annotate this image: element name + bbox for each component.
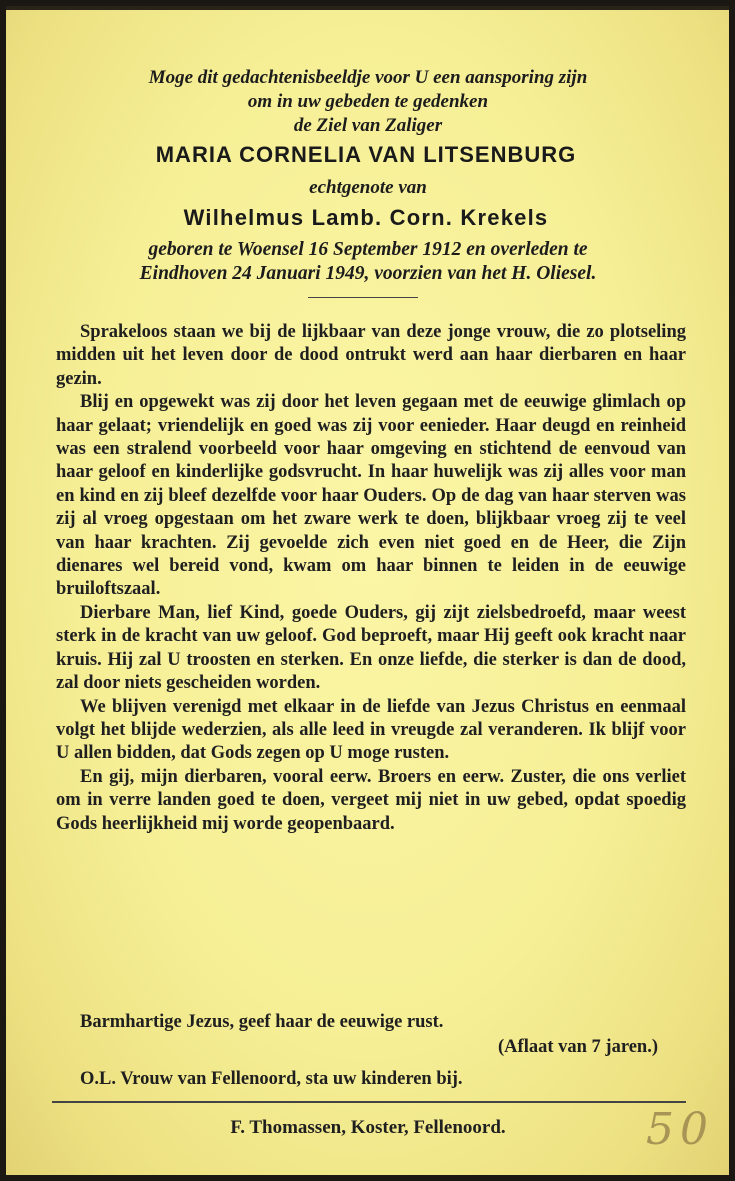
paragraph-2: Blij en opgewekt was zij door het leven gegaan met de eeuwige glimlach op haar gelaat; vriendelijk en goed was zij voor eenieder. Haar deugd en reinheid was een stralend voorbeeld voor haar omgeving en stichtend de eenvoud van haar geloof en kinderlijke godsvrucht. In haar huwelijk was zij alles voor man en kind en zij bleef dezelfde voor haar Ouders. Op de dag van haar sterven was zij al vroeg opgestaan om het zware werk te doen, blijkbaar vroeg zij te veel van haar krachten. Zij gevoelde zich even niet goed en de Heer, die Zijn dienares wel bereid vond, kwam om haar binnen te leiden in de eeuwige bruiloftszaal. [56,392,686,600]
intro-line-3: de Ziel van Zaliger [293,115,443,136]
short-divider [308,297,418,298]
deceased-name: MARIA CORNELIA VAN LITSENBURG [155,142,577,167]
birth-death-line-1: geboren te Woensel 16 September 1912 en overleden te [148,239,588,260]
paragraph-1: Sprakeloos staan we bij de lijkbaar van deze jonge vrouw, die zo plotseling midden uit het leven door de dood ontrukt werd aan haar dierbaren en haar gezin. [56,322,686,389]
intro-line-2: om in uw gebeden te gedenken [247,91,489,112]
top-border [6,6,729,10]
paragraph-3: Dierbare Man, lief Kind, goede Ouders, gij zijt zielsbedroefd, maar weest sterk in de kracht van uw geloof. God beproeft, maar Hij geeft ook kracht naar kruis. Hij zal U troosten en sterken. En onze liefde, die sterker is dan de dood, zal door niets gescheiden worden. [56,602,686,694]
paragraph-4: We blijven verenigd met elkaar in de liefde van Jezus Christus en eenmaal volgt het blijde wederzien, als alle leed in vreugde zal veranderen. Ik blijf voor U allen bidden, dat Gods zegen op U moge rusten. [56,696,686,764]
invocation: O.L. Vrouw van Fellenoord, sta uw kinderen bij. [80,1069,463,1089]
memorial-card [6,6,729,1175]
memorial-text [56,321,686,836]
paragraph-5: En gij, mijn dierbaren, vooral eerw. Broers en eerw. Zuster, die ons verliet om in verre landen goed te doen, vergeet mij niet in uw gebed, opdat spoedig Gods heerlijkheid mij worde geopenbaard. [56,766,686,834]
handwritten-number: 50 [646,1104,714,1155]
spouse-name: Wilhelmus Lamb. Corn. Krekels [183,205,549,230]
indulgence: (Aflaat van 7 jaren.) [498,1037,658,1057]
bottom-divider [52,1101,686,1103]
intro-line-1: Moge dit gedachtenisbeeldje voor U een aansporing zijn [148,67,588,88]
prayer: Barmhartige Jezus, geef haar de eeuwige rust. [80,1012,444,1032]
spouse-intro: echtgenote van [309,177,427,198]
birth-death-line-2: Eindhoven 24 Januari 1949, voorzien van het H. Oliesel. [139,263,597,284]
printer-line: F. Thomassen, Koster, Fellenoord. [230,1117,506,1138]
